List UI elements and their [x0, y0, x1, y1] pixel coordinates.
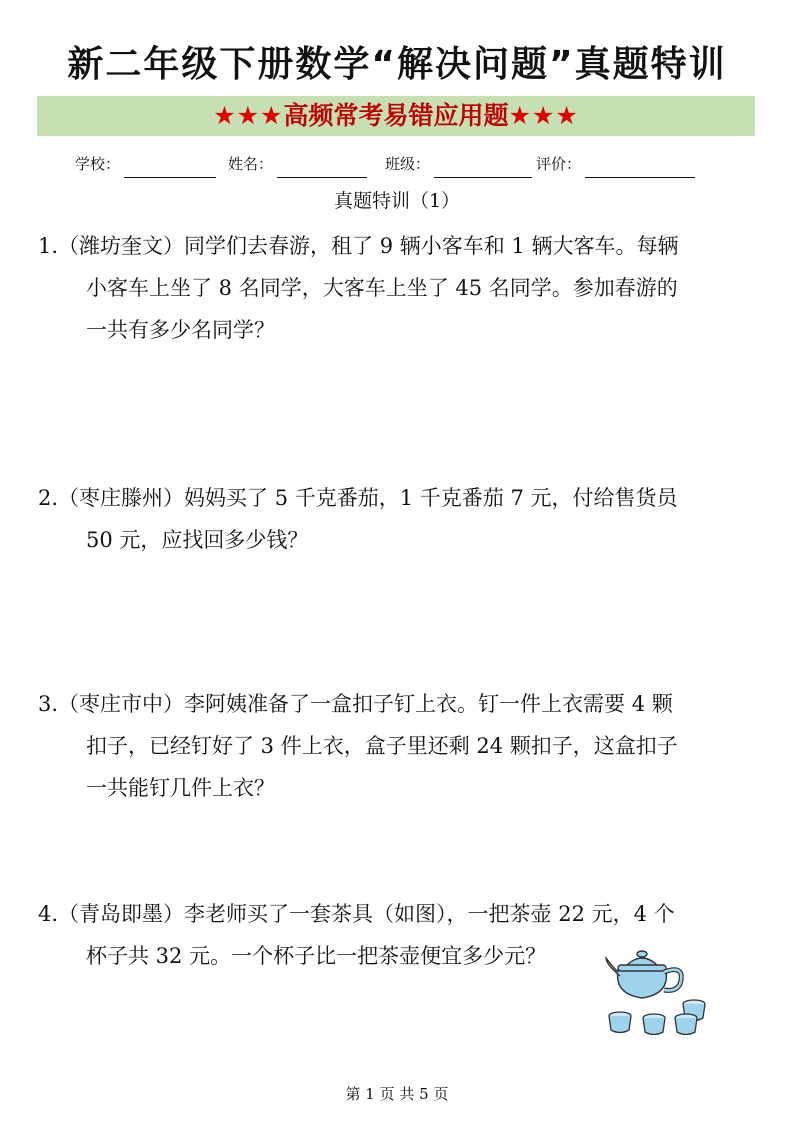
school-field — [75, 150, 216, 178]
question-line: 杯子共 32 元。一个杯子比一把茶壶便宜多少元？ — [86, 944, 547, 968]
question-line: 50 元，应找回多少钱？ — [86, 528, 309, 552]
class-label: 班级： — [385, 155, 431, 173]
question-line: 一共能钉几件上衣？ — [86, 776, 275, 800]
question-line: 2.（枣庄滕州）妈妈买了 5 千克番茄，1 千克番茄 7 元，付给售货员 — [38, 486, 678, 510]
question-line: 1.（潍坊奎文）同学们去春游，租了 9 辆小客车和 1 辆大客车。每辆 — [38, 234, 679, 258]
banner-stars-left: ★★★ — [213, 101, 284, 130]
question-line: 扣子，已经钉好了 3 件上衣，盒子里还剩 24 颗扣子，这盒扣子 — [86, 734, 678, 758]
teapot-icon — [606, 951, 681, 998]
rating-label: 评价： — [536, 155, 582, 173]
name-field — [228, 150, 367, 178]
question-line: 3.（枣庄市中）李阿姨准备了一盒扣子钉上衣。钉一件上衣需要 4 颗 — [38, 692, 673, 716]
name-blank[interactable] — [277, 157, 367, 178]
cup-icon — [609, 1012, 631, 1033]
page-footer: 第 1 页 共 5 页 — [345, 1085, 449, 1103]
question-line: 小客车上坐了 8 名同学，大客车上坐了 45 名同学。参加春游的 — [86, 276, 678, 300]
banner-stars-right: ★★★ — [508, 101, 579, 130]
cup-icon — [675, 1014, 697, 1035]
class-field — [385, 150, 532, 178]
class-blank[interactable] — [434, 157, 532, 178]
school-label: 学校： — [75, 155, 121, 173]
question-line: 4.（青岛即墨）李老师买了一套茶具（如图），一把茶壶 22 元，4 个 — [38, 902, 675, 926]
rating-blank[interactable] — [585, 157, 695, 178]
cup-icon — [643, 1014, 665, 1035]
school-blank[interactable] — [124, 157, 216, 178]
name-label: 姓名： — [228, 155, 274, 173]
topic-banner — [37, 96, 755, 136]
question-3 — [38, 683, 760, 809]
section-subtitle: 真题特训（1） — [333, 190, 461, 212]
page-title: 新二年级下册数学“解决问题”真题特训 — [67, 44, 727, 85]
tea-set-illustration — [604, 948, 724, 1043]
question-2 — [38, 477, 760, 561]
question-1 — [38, 225, 760, 351]
student-info-row — [75, 150, 735, 178]
question-line: 一共有多少名同学？ — [86, 318, 275, 342]
rating-field — [536, 150, 695, 178]
banner-text: 高频常考易错应用题 — [283, 101, 509, 130]
